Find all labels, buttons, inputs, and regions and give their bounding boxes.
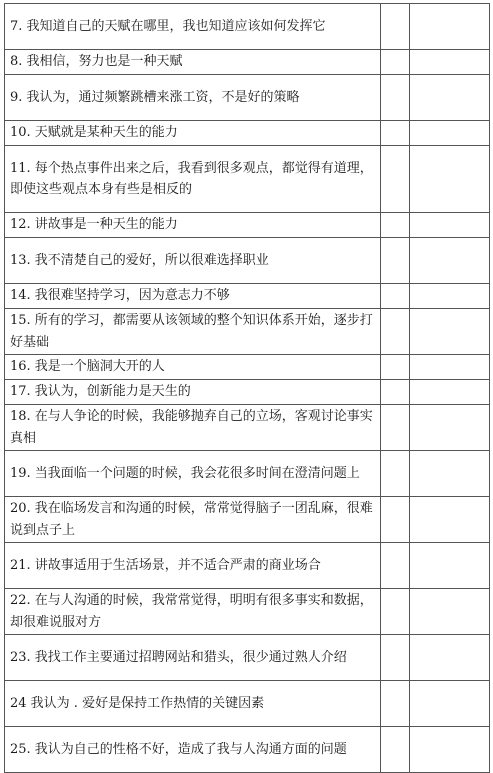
table-row: [5, 727, 490, 773]
response-cell-2[interactable]: [410, 380, 490, 405]
response-cell-1[interactable]: [381, 451, 410, 497]
statement-cell: 18. 在与人争论的时候，我能够抛弃自己的立场，客观讨论事实真相: [5, 405, 381, 451]
response-cell-2[interactable]: [410, 121, 490, 146]
table-row: [5, 355, 490, 380]
response-cell-1[interactable]: [381, 727, 410, 773]
response-cell-2[interactable]: [410, 284, 490, 309]
statement-cell: 12. 讲故事是一种天生的能力: [5, 213, 381, 238]
response-cell-1[interactable]: [381, 355, 410, 380]
statement-cell: 8. 我相信，努力也是一种天赋: [5, 50, 381, 75]
table-row: [5, 497, 490, 543]
table-row: [5, 75, 490, 121]
response-cell-2[interactable]: [410, 213, 490, 238]
response-cell-1[interactable]: [381, 50, 410, 75]
questionnaire-body: [5, 4, 490, 773]
response-cell-2[interactable]: [410, 405, 490, 451]
table-row: [5, 380, 490, 405]
response-cell-2[interactable]: [410, 589, 490, 635]
statement-cell: 7. 我知道自己的天赋在哪里，我也知道应该如何发挥它: [5, 4, 381, 50]
response-cell-2[interactable]: [410, 309, 490, 355]
response-cell-2[interactable]: [410, 451, 490, 497]
table-row: [5, 309, 490, 355]
response-cell-1[interactable]: [381, 405, 410, 451]
response-cell-2[interactable]: [410, 50, 490, 75]
table-row: [5, 589, 490, 635]
response-cell-1[interactable]: [381, 497, 410, 543]
response-cell-1[interactable]: [381, 380, 410, 405]
table-row: [5, 635, 490, 681]
response-cell-1[interactable]: [381, 4, 410, 50]
statement-cell: 22. 在与人沟通的时候，我常常觉得，明明有很多事实和数据，却很难说服对方: [5, 589, 381, 635]
response-cell-2[interactable]: [410, 727, 490, 773]
response-cell-1[interactable]: [381, 589, 410, 635]
statement-cell: 19. 当我面临一个问题的时候，我会花很多时间在澄清问题上: [5, 451, 381, 497]
table-row: [5, 284, 490, 309]
table-row: [5, 405, 490, 451]
statement-cell: 10. 天赋就是某种天生的能力: [5, 121, 381, 146]
response-cell-1[interactable]: [381, 146, 410, 213]
response-cell-2[interactable]: [410, 355, 490, 380]
response-cell-1[interactable]: [381, 284, 410, 309]
statement-cell: 24 我认为 . 爱好是保持工作热情的关键因素: [5, 681, 381, 727]
statement-cell: 21. 讲故事适用于生活场景，并不适合严肃的商业场合: [5, 543, 381, 589]
response-cell-2[interactable]: [410, 146, 490, 213]
response-cell-1[interactable]: [381, 681, 410, 727]
table-row: [5, 146, 490, 213]
response-cell-1[interactable]: [381, 121, 410, 146]
statement-cell: 25. 我认为自己的性格不好，造成了我与人沟通方面的问题: [5, 727, 381, 773]
statement-cell: 23. 我找工作主要通过招聘网站和猎头，很少通过熟人介绍: [5, 635, 381, 681]
response-cell-1[interactable]: [381, 75, 410, 121]
table-row: [5, 543, 490, 589]
response-cell-1[interactable]: [381, 543, 410, 589]
statement-cell: 11. 每个热点事件出来之后，我看到很多观点，都觉得有道理，即使这些观点本身有些是相反的: [5, 146, 381, 213]
statement-cell: 15. 所有的学习，都需要从该领域的整个知识体系开始，逐步打好基础: [5, 309, 381, 355]
response-cell-1[interactable]: [381, 309, 410, 355]
questionnaire-table: [4, 3, 490, 773]
response-cell-1[interactable]: [381, 213, 410, 238]
response-cell-2[interactable]: [410, 4, 490, 50]
table-row: [5, 213, 490, 238]
response-cell-2[interactable]: [410, 543, 490, 589]
response-cell-1[interactable]: [381, 635, 410, 681]
table-row: [5, 4, 490, 50]
response-cell-1[interactable]: [381, 238, 410, 284]
statement-cell: 20. 我在临场发言和沟通的时候，常常觉得脑子一团乱麻，很难说到点子上: [5, 497, 381, 543]
statement-cell: 17. 我认为，创新能力是天生的: [5, 380, 381, 405]
table-row: [5, 681, 490, 727]
response-cell-2[interactable]: [410, 497, 490, 543]
table-row: [5, 50, 490, 75]
statement-cell: 16. 我是一个脑洞大开的人: [5, 355, 381, 380]
table-row: [5, 121, 490, 146]
table-row: [5, 238, 490, 284]
response-cell-2[interactable]: [410, 635, 490, 681]
statement-cell: 9. 我认为，通过频繁跳槽来涨工资，不是好的策略: [5, 75, 381, 121]
response-cell-2[interactable]: [410, 681, 490, 727]
response-cell-2[interactable]: [410, 75, 490, 121]
statement-cell: 13. 我不清楚自己的爱好，所以很难选择职业: [5, 238, 381, 284]
statement-cell: 14. 我很难坚持学习，因为意志力不够: [5, 284, 381, 309]
table-row: [5, 451, 490, 497]
response-cell-2[interactable]: [410, 238, 490, 284]
